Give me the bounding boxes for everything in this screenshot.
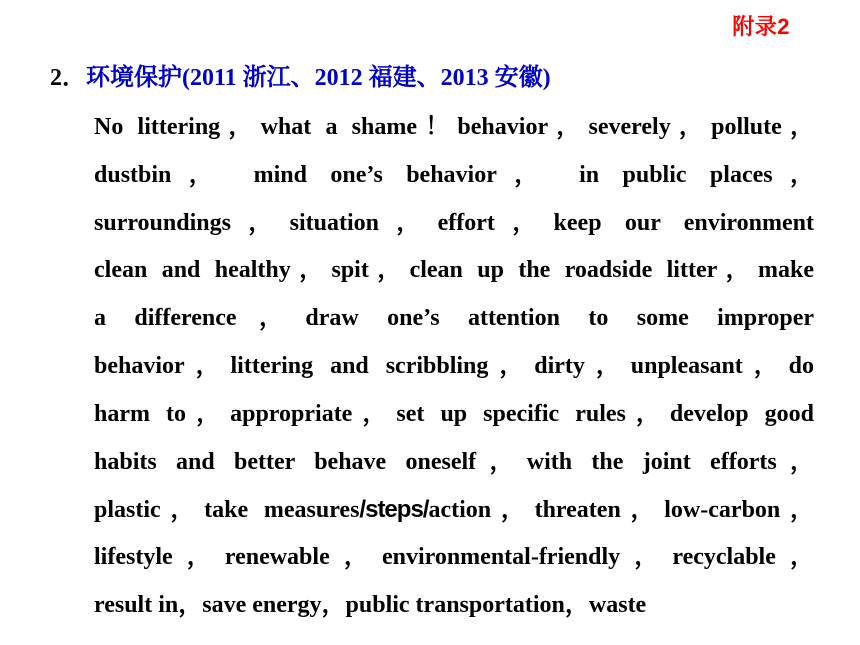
vocab-line: harm to，appropriate，set up specific rules，develop good [94,400,814,427]
vocab-line: surroundings，situation，effort，keep our environment [94,209,814,236]
vocab-segment-sans: /steps/ [359,496,429,524]
vocab-line: a difference，draw one’s attention to some improper [94,305,814,332]
vocab-line: habits and better behave oneself，with the joint efforts， [94,448,814,475]
vocab-segment: plastic，take measures [94,497,360,524]
section-heading [50,62,551,94]
vocab-line: clean and healthy，spit，clean up the roadside litter，make [94,257,814,284]
appendix-label: 附录2 [732,14,790,39]
vocab-line: result in，save energy，public transportation，waste [94,591,647,618]
vocab-line: behavior，littering and scribbling，dirty，unpleasant，do [94,352,814,379]
vocab-line: dustbin， mind one’s behavior， in public places， [94,161,814,188]
vocab-line: lifestyle，renewable，environmental-friendly，recyclable， [94,544,814,571]
vocabulary-paragraph [94,104,814,630]
vocab-line: No littering，what a shame！behavior，severely，pollute， [94,114,814,140]
section-title: 环境保护(2011 浙江、2012 福建、2013 安徽) [86,65,551,91]
vocab-segment: action，threaten，low-carbon， [428,497,814,524]
vocab-line-mixed [94,486,814,534]
section-number: 2． [50,65,86,91]
